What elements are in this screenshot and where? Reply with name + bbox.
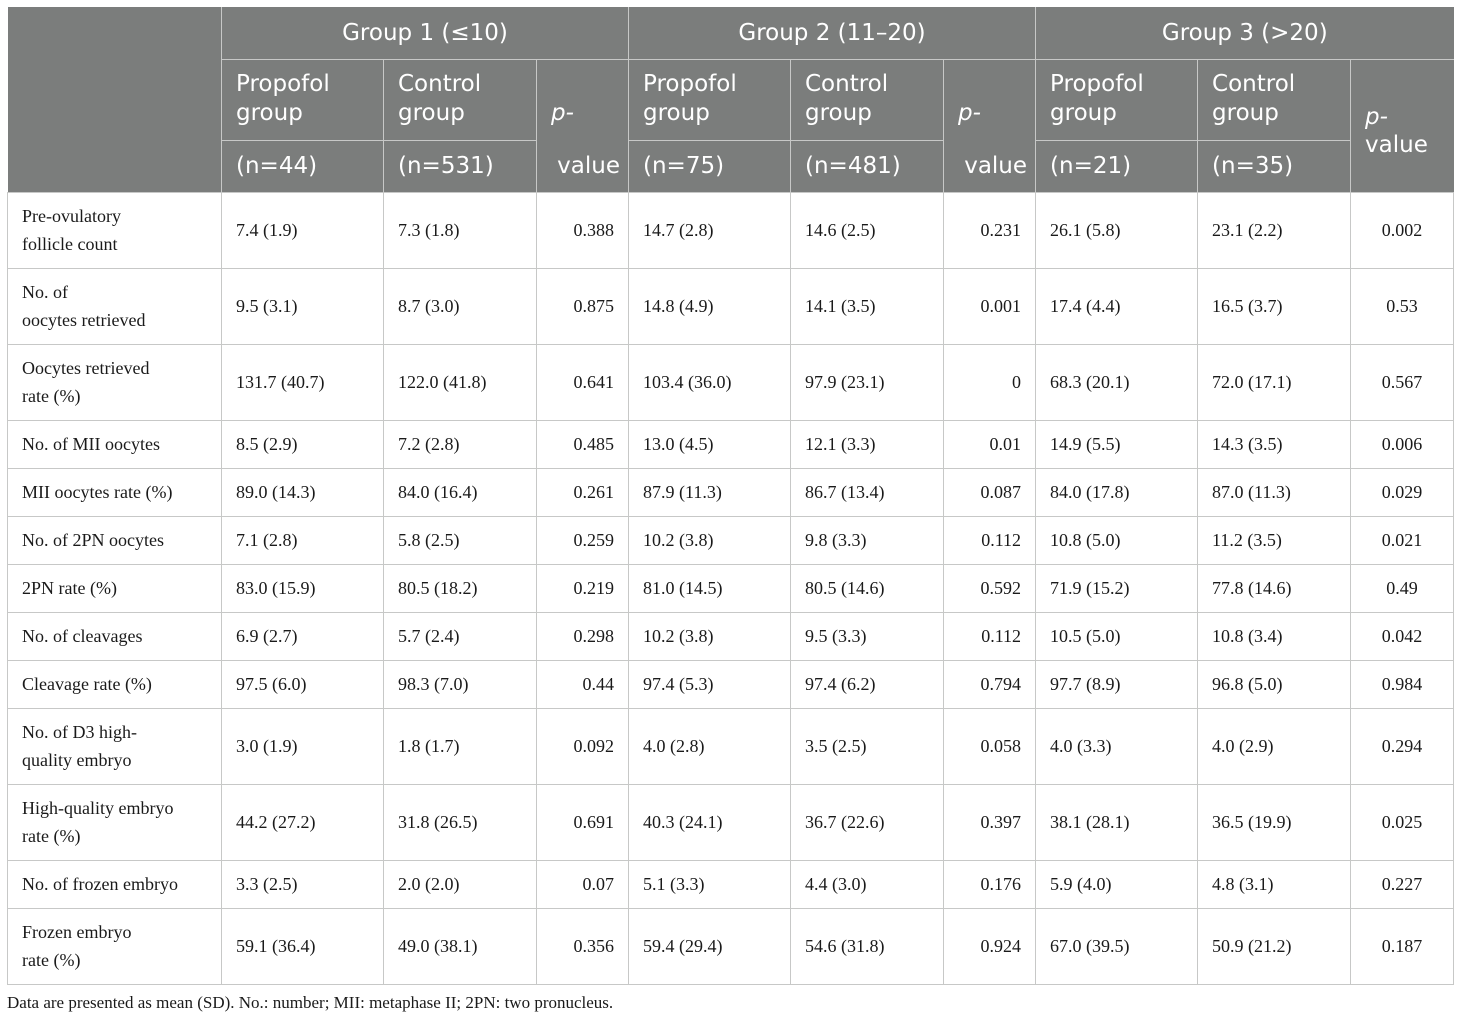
g2-control-cell: 86.7 (13.4): [791, 468, 944, 516]
table-row: [8, 564, 1454, 612]
g2-propofol-cell: 87.9 (11.3): [629, 468, 791, 516]
g2-p-value-cell: 0.01: [944, 420, 1036, 468]
row-label: No. of MII oocytes: [8, 420, 222, 468]
g3-p-value-header: p- value: [1351, 59, 1454, 192]
g3-p-value-cell: 0.49: [1351, 564, 1454, 612]
g3-propofol-cell: 10.8 (5.0): [1036, 516, 1198, 564]
row-label: Frozen embryo rate (%): [8, 908, 222, 984]
g1-propofol-cell: 97.5 (6.0): [222, 660, 384, 708]
g1-control-cell: 98.3 (7.0): [384, 660, 537, 708]
g2-propofol-cell: 40.3 (24.1): [629, 784, 791, 860]
g3-p-value-cell: 0.187: [1351, 908, 1454, 984]
g2-control-cell: 4.4 (3.0): [791, 860, 944, 908]
g3-control-cell: 4.0 (2.9): [1198, 708, 1351, 784]
g2-propofol-cell: 5.1 (3.3): [629, 860, 791, 908]
g2-control-n: (n=481): [791, 140, 944, 192]
g1-control-cell: 7.3 (1.8): [384, 192, 537, 268]
g2-p-value-header-bottom: value: [944, 140, 1036, 192]
g1-control-cell: 80.5 (18.2): [384, 564, 537, 612]
g2-p-value-cell: 0.112: [944, 612, 1036, 660]
g2-propofol-cell: 97.4 (5.3): [629, 660, 791, 708]
table-row: [8, 708, 1454, 784]
g1-control-cell: 31.8 (26.5): [384, 784, 537, 860]
g1-propofol-cell: 131.7 (40.7): [222, 344, 384, 420]
g1-control-header: Control group: [384, 59, 537, 140]
table-row: [8, 516, 1454, 564]
g3-propofol-cell: 71.9 (15.2): [1036, 564, 1198, 612]
g1-propofol-cell: 89.0 (14.3): [222, 468, 384, 516]
g3-propofol-cell: 17.4 (4.4): [1036, 268, 1198, 344]
g3-control-cell: 4.8 (3.1): [1198, 860, 1351, 908]
g1-p-value-cell: 0.07: [537, 860, 629, 908]
g1-p-value-cell: 0.092: [537, 708, 629, 784]
g1-p-value-cell: 0.219: [537, 564, 629, 612]
group-3-header: Group 3 (>20): [1036, 7, 1454, 59]
table-row: [8, 192, 1454, 268]
g3-p-value-cell: 0.227: [1351, 860, 1454, 908]
g1-propofol-cell: 7.1 (2.8): [222, 516, 384, 564]
g1-propofol-n: (n=44): [222, 140, 384, 192]
g2-control-cell: 12.1 (3.3): [791, 420, 944, 468]
g2-propofol-cell: 10.2 (3.8): [629, 516, 791, 564]
g3-propofol-cell: 67.0 (39.5): [1036, 908, 1198, 984]
table-row: [8, 344, 1454, 420]
g1-control-cell: 122.0 (41.8): [384, 344, 537, 420]
g1-propofol-cell: 83.0 (15.9): [222, 564, 384, 612]
g3-control-header: Control group: [1198, 59, 1351, 140]
g2-propofol-cell: 10.2 (3.8): [629, 612, 791, 660]
g2-propofol-cell: 13.0 (4.5): [629, 420, 791, 468]
g3-propofol-cell: 5.9 (4.0): [1036, 860, 1198, 908]
g3-control-cell: 72.0 (17.1): [1198, 344, 1351, 420]
results-table: [7, 7, 1454, 985]
g3-control-cell: 50.9 (21.2): [1198, 908, 1351, 984]
g2-p-value-cell: 0.112: [944, 516, 1036, 564]
table-row: [8, 860, 1454, 908]
g3-p-value-cell: 0.025: [1351, 784, 1454, 860]
row-label: No. of cleavages: [8, 612, 222, 660]
g1-p-value-cell: 0.641: [537, 344, 629, 420]
g3-p-value-cell: 0.006: [1351, 420, 1454, 468]
row-label: Cleavage rate (%): [8, 660, 222, 708]
g3-control-cell: 16.5 (3.7): [1198, 268, 1351, 344]
table-body: [8, 192, 1454, 984]
g1-propofol-cell: 59.1 (36.4): [222, 908, 384, 984]
row-label: No. of frozen embryo: [8, 860, 222, 908]
table-row: [8, 420, 1454, 468]
g2-control-cell: 3.5 (2.5): [791, 708, 944, 784]
g2-propofol-cell: 14.8 (4.9): [629, 268, 791, 344]
g2-p-value-cell: 0.087: [944, 468, 1036, 516]
g3-control-cell: 10.8 (3.4): [1198, 612, 1351, 660]
g3-control-cell: 14.3 (3.5): [1198, 420, 1351, 468]
g1-control-cell: 8.7 (3.0): [384, 268, 537, 344]
row-label: 2PN rate (%): [8, 564, 222, 612]
g1-control-cell: 5.7 (2.4): [384, 612, 537, 660]
row-label: No. of D3 high- quality embryo: [8, 708, 222, 784]
g3-propofol-n: (n=21): [1036, 140, 1198, 192]
g3-control-cell: 36.5 (19.9): [1198, 784, 1351, 860]
row-label: MII oocytes rate (%): [8, 468, 222, 516]
g3-p-value-cell: 0.567: [1351, 344, 1454, 420]
table-row: [8, 660, 1454, 708]
g1-propofol-header: Propofol group: [222, 59, 384, 140]
g2-control-cell: 14.6 (2.5): [791, 192, 944, 268]
g1-p-value-cell: 0.875: [537, 268, 629, 344]
g2-propofol-cell: 14.7 (2.8): [629, 192, 791, 268]
g2-control-cell: 9.5 (3.3): [791, 612, 944, 660]
table-row: [8, 612, 1454, 660]
g1-p-value-cell: 0.261: [537, 468, 629, 516]
g3-propofol-cell: 14.9 (5.5): [1036, 420, 1198, 468]
g2-control-cell: 14.1 (3.5): [791, 268, 944, 344]
g3-p-value-cell: 0.984: [1351, 660, 1454, 708]
g1-control-cell: 5.8 (2.5): [384, 516, 537, 564]
g1-p-value-cell: 0.259: [537, 516, 629, 564]
g2-control-cell: 80.5 (14.6): [791, 564, 944, 612]
g1-propofol-cell: 44.2 (27.2): [222, 784, 384, 860]
g3-control-cell: 23.1 (2.2): [1198, 192, 1351, 268]
g3-propofol-cell: 68.3 (20.1): [1036, 344, 1198, 420]
g1-p-value-cell: 0.691: [537, 784, 629, 860]
g3-control-cell: 11.2 (3.5): [1198, 516, 1351, 564]
g1-propofol-cell: 3.3 (2.5): [222, 860, 384, 908]
g2-control-header: Control group: [791, 59, 944, 140]
row-label: High-quality embryo rate (%): [8, 784, 222, 860]
g1-control-cell: 2.0 (2.0): [384, 860, 537, 908]
g3-control-cell: 87.0 (11.3): [1198, 468, 1351, 516]
g2-p-value-cell: 0: [944, 344, 1036, 420]
g1-p-value-cell: 0.485: [537, 420, 629, 468]
table-footnote: Data are presented as mean (SD). No.: number; MII: metaphase II; 2PN: two pronucleus.: [7, 993, 614, 1012]
g2-propofol-cell: 103.4 (36.0): [629, 344, 791, 420]
g3-p-value-cell: 0.53: [1351, 268, 1454, 344]
group-2-header: Group 2 (11–20): [629, 7, 1036, 59]
g3-control-n: (n=35): [1198, 140, 1351, 192]
table-row: [8, 268, 1454, 344]
g1-control-cell: 84.0 (16.4): [384, 468, 537, 516]
g3-propofol-cell: 10.5 (5.0): [1036, 612, 1198, 660]
table-header: [8, 7, 1454, 192]
row-label: No. of oocytes retrieved: [8, 268, 222, 344]
g3-control-cell: 77.8 (14.6): [1198, 564, 1351, 612]
g2-propofol-n: (n=75): [629, 140, 791, 192]
row-label: Oocytes retrieved rate (%): [8, 344, 222, 420]
header-corner-cell: [8, 7, 222, 192]
g1-propofol-cell: 8.5 (2.9): [222, 420, 384, 468]
g1-control-cell: 1.8 (1.7): [384, 708, 537, 784]
g3-propofol-header: Propofol group: [1036, 59, 1198, 140]
g3-p-value-cell: 0.002: [1351, 192, 1454, 268]
table-row: [8, 784, 1454, 860]
g1-propofol-cell: 7.4 (1.9): [222, 192, 384, 268]
g2-p-value-header-top: p-: [944, 59, 1036, 140]
row-label: Pre-ovulatory follicle count: [8, 192, 222, 268]
g3-propofol-cell: 4.0 (3.3): [1036, 708, 1198, 784]
g1-p-value-cell: 0.388: [537, 192, 629, 268]
g2-control-cell: 97.4 (6.2): [791, 660, 944, 708]
g1-p-value-header-bottom: value: [537, 140, 629, 192]
g1-p-value-cell: 0.298: [537, 612, 629, 660]
g2-propofol-cell: 81.0 (14.5): [629, 564, 791, 612]
g2-p-value-cell: 0.231: [944, 192, 1036, 268]
g2-control-cell: 54.6 (31.8): [791, 908, 944, 984]
g1-control-cell: 49.0 (38.1): [384, 908, 537, 984]
g3-propofol-cell: 97.7 (8.9): [1036, 660, 1198, 708]
g2-control-cell: 97.9 (23.1): [791, 344, 944, 420]
g3-propofol-cell: 84.0 (17.8): [1036, 468, 1198, 516]
g1-control-n: (n=531): [384, 140, 537, 192]
g3-propofol-cell: 38.1 (28.1): [1036, 784, 1198, 860]
g3-p-value-cell: 0.021: [1351, 516, 1454, 564]
g2-p-value-cell: 0.592: [944, 564, 1036, 612]
g1-propofol-cell: 6.9 (2.7): [222, 612, 384, 660]
g2-p-value-cell: 0.924: [944, 908, 1036, 984]
g2-propofol-header: Propofol group: [629, 59, 791, 140]
g1-p-value-cell: 0.356: [537, 908, 629, 984]
table-row: [8, 908, 1454, 984]
g1-p-value-cell: 0.44: [537, 660, 629, 708]
g2-control-cell: 36.7 (22.6): [791, 784, 944, 860]
g2-p-value-cell: 0.001: [944, 268, 1036, 344]
g3-p-value-cell: 0.294: [1351, 708, 1454, 784]
g3-p-value-cell: 0.029: [1351, 468, 1454, 516]
g2-propofol-cell: 4.0 (2.8): [629, 708, 791, 784]
table-row: [8, 468, 1454, 516]
g2-control-cell: 9.8 (3.3): [791, 516, 944, 564]
row-label: No. of 2PN oocytes: [8, 516, 222, 564]
g2-propofol-cell: 59.4 (29.4): [629, 908, 791, 984]
g3-p-value-cell: 0.042: [1351, 612, 1454, 660]
g1-p-value-header-top: p-: [537, 59, 629, 140]
g2-p-value-cell: 0.176: [944, 860, 1036, 908]
group-1-header: Group 1 (≤10): [222, 7, 629, 59]
g3-propofol-cell: 26.1 (5.8): [1036, 192, 1198, 268]
g2-p-value-cell: 0.397: [944, 784, 1036, 860]
g1-propofol-cell: 9.5 (3.1): [222, 268, 384, 344]
g3-control-cell: 96.8 (5.0): [1198, 660, 1351, 708]
g2-p-value-cell: 0.794: [944, 660, 1036, 708]
g1-control-cell: 7.2 (2.8): [384, 420, 537, 468]
g1-propofol-cell: 3.0 (1.9): [222, 708, 384, 784]
g2-p-value-cell: 0.058: [944, 708, 1036, 784]
